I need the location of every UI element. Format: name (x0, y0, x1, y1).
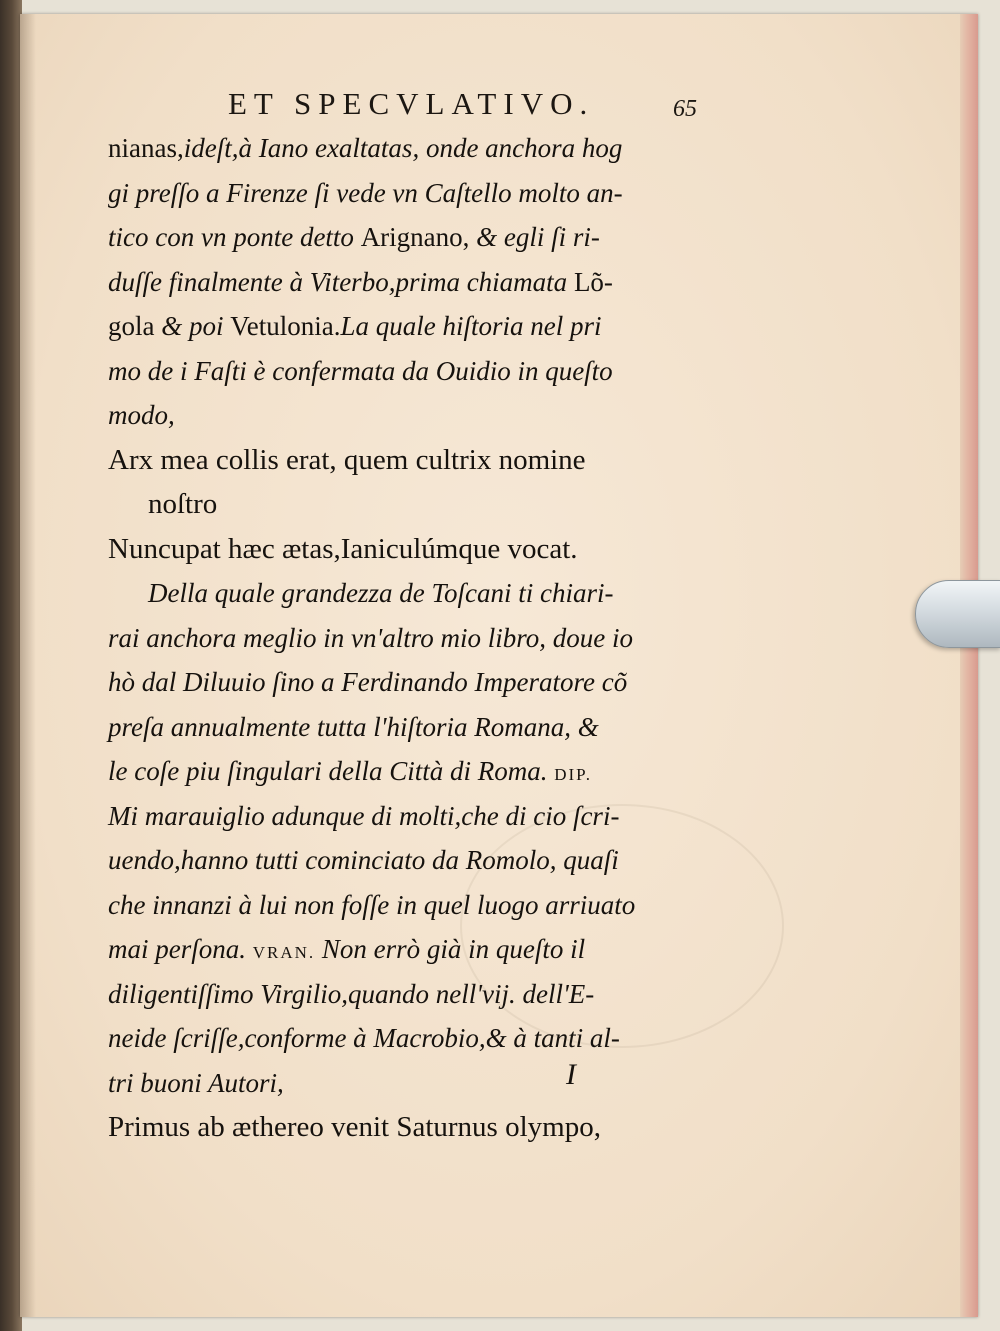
text-block (108, 126, 723, 1150)
text-run: duſſe finalmente à Viterbo,prima chiamata (108, 266, 574, 297)
text-line (108, 482, 723, 527)
text-line (108, 794, 723, 839)
text-line (108, 838, 723, 883)
text-run: mai perſona. (108, 934, 253, 964)
red-page-edge (960, 14, 978, 1317)
text-run: ideſt,à Iano exaltatas, onde anchora hog (183, 133, 623, 163)
text-run: La quale hiſtoria nel pri (340, 311, 602, 341)
text-run: tri buoni Autori, (108, 1067, 284, 1098)
text-line (108, 660, 723, 705)
text-run: Non errò già in queſto il (315, 934, 586, 964)
speaker-label: VRAN. (252, 943, 316, 962)
text-line (108, 527, 723, 572)
text-run: noſtro (148, 488, 218, 520)
text-run: Mi marauiglio adunque di molti,che di cio ſcri- (108, 800, 620, 831)
text-run: Primus ab æthereo venit Saturnus olympo, (108, 1111, 601, 1143)
text-run: Nuncupat hæc ætas,Ianiculúmque vocat. (108, 532, 578, 565)
text-line (108, 1061, 723, 1106)
text-run: hò dal Diluuio ſino a Ferdinando Imperatore cõ (108, 667, 628, 697)
text-run: rai anchora meglio in vn'altro mio libro, doue io (108, 622, 633, 653)
catchword: I (566, 1058, 576, 1091)
text-run: modo, (108, 400, 175, 430)
page-number: 65 (673, 96, 697, 122)
text-run: le coſe piu ſingulari della Città di Roma. (108, 756, 555, 786)
text-run: che innanzi à lui non foſſe in quel luogo arriuato (108, 889, 636, 920)
text-line (108, 927, 723, 972)
text-run: uendo,hanno tutti cominciato da Romolo, quaſi (108, 845, 619, 875)
text-run: diligentiſſimo Virgilio,quando nell'vij. dell'E- (108, 978, 595, 1009)
text-run: Arignano, (360, 222, 470, 252)
book-spine-edge (0, 0, 22, 1331)
text-line (108, 393, 723, 438)
text-line (108, 126, 723, 171)
text-run: & poi (161, 311, 231, 341)
page-clip (915, 580, 1000, 648)
text-line (108, 171, 723, 216)
text-line (108, 749, 723, 794)
text-run: & egli ſi ri- (469, 222, 600, 252)
text-run: Lõ- (573, 266, 613, 297)
text-line (108, 215, 723, 260)
text-line (108, 705, 723, 750)
text-run: gi preſſo a Firenze ſi vede vn Caſtello molto an- (108, 177, 623, 208)
text-line (108, 883, 723, 928)
text-run: preſa annualmente tutta l'hiſtoria Romana, & (108, 711, 599, 742)
speaker-label: DIP. (554, 765, 592, 784)
text-run: Vetulonia. (230, 311, 341, 341)
running-head: ET SPECVLATIVO. (228, 86, 595, 121)
text-line (108, 1016, 723, 1061)
text-line (108, 972, 723, 1017)
text-line (108, 616, 723, 661)
text-run: Della quale grandezza de Toſcani ti chiari- (148, 578, 614, 608)
text-run: mo de i Faſti è confermata da Ouidio in queſto (108, 355, 613, 386)
text-run: nianas, (108, 133, 184, 163)
text-run: neide ſcriſſe,conforme à Macrobio,& à tanti al- (108, 1023, 620, 1053)
text-run: tico con vn ponte detto (108, 222, 361, 252)
text-line (108, 304, 723, 349)
text-line (108, 349, 723, 394)
text-line (108, 260, 723, 305)
text-run: Arx mea collis erat, quem cultrix nomine (108, 443, 586, 476)
page-gutter-shadow (20, 14, 36, 1317)
text-line (108, 438, 723, 483)
text-line (108, 571, 723, 616)
text-line (108, 1105, 723, 1150)
text-run: gola (108, 311, 162, 341)
